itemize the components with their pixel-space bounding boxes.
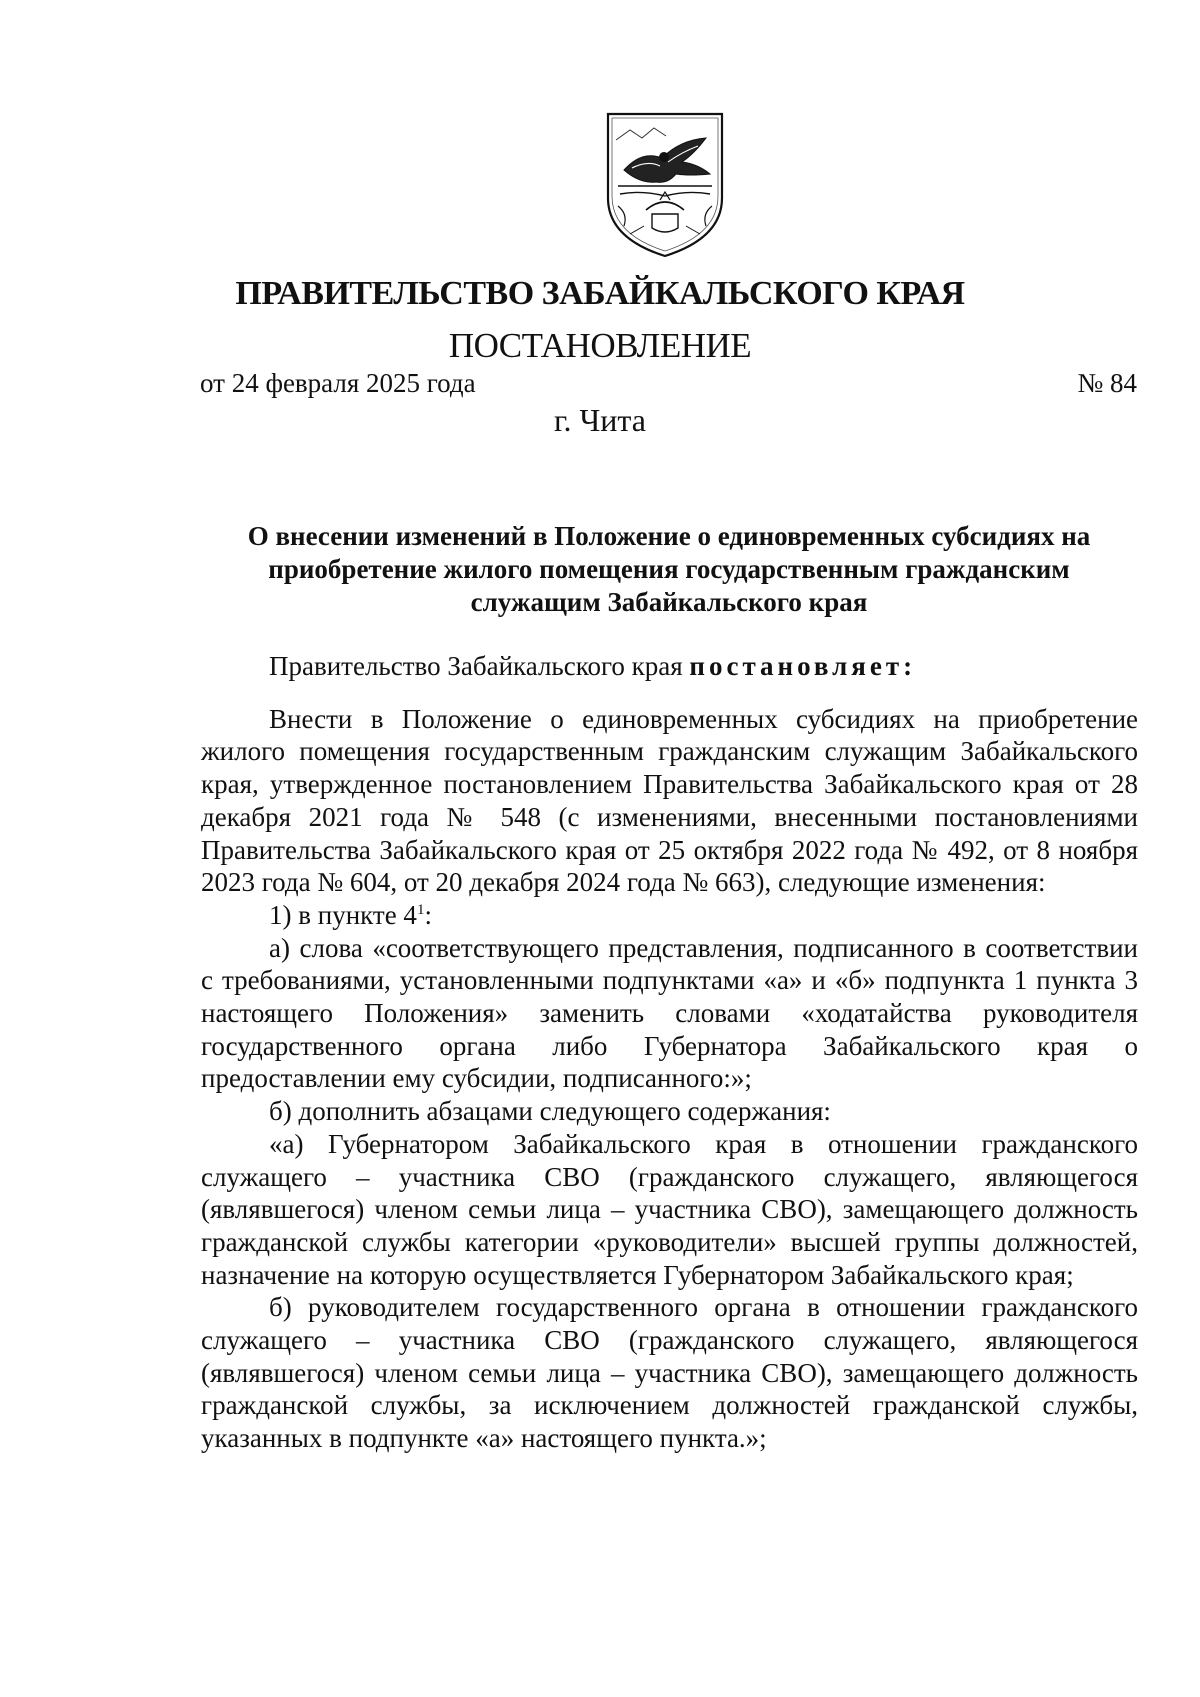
main-paragraph: Внести в Положение о единовременных субсидиях на приобретение жилого помещения государственным гражданским служащим Забайкальского края, утвержденное постановлением Правительства Забайкальского края от 28 декабря 2021 года № 548 (с изменениями, внесенными постановлениями Правительства Забайкальского края от 25 октября 2022 года № 492, от 8 ноября 2023 года № 604, от 20 декабря 2024 года № 663), следующие изменения: xyxy=(201,703,1138,898)
subject-line: приобретение жилого помещения государственным гражданским xyxy=(268,554,1070,584)
preamble-keyword: постановляет: xyxy=(689,651,917,681)
subject-line: служащим Забайкальского края xyxy=(470,587,868,617)
item-1-paragraph xyxy=(201,899,1138,932)
document-type: ПОСТАНОВЛЕНИЕ xyxy=(448,326,752,365)
item-1-superscript: 1 xyxy=(416,901,425,918)
quote-a-paragraph: «а) Губернатором Забайкальского края в отношении гражданского служащего – участника СВО (гражданского служащего, являющегося (являвшегося) членом семьи лица – участника СВО), замещающего должность гражданской службы категории «руководители» высшей группы должностей, назначение на которую осуществляется Губернатором Забайкальского края; xyxy=(201,1128,1138,1290)
coat-of-arms-icon xyxy=(602,110,728,260)
item-1-colon: : xyxy=(424,899,432,930)
document-number: № 84 xyxy=(1077,368,1137,398)
quote-b-paragraph: б) руководителем государственного органа в отношении гражданского служащего – участника СВО (гражданского служащего, являющегося (являвшегося) членом семьи лица – участника СВО), замещающего должность гражданской службы, за исключением должностей гражданской службы, указанных в подпункте «а» настоящего пункта.»; xyxy=(201,1292,1138,1454)
preamble-text: Правительство Забайкальского края xyxy=(269,651,690,681)
document-body xyxy=(201,650,1138,1455)
preamble-paragraph xyxy=(201,650,1138,683)
subject-line: О внесении изменений в Положение о единовременных субсидиях на xyxy=(247,521,1091,551)
document-date: от 24 февраля 2025 года xyxy=(200,368,476,398)
item-a-paragraph: а) слова «соответствующего представления, подписанного в соответствии с требованиями, установленными подпунктами «а» и «б» подпункта 1 пункта 3 настоящего Положения» заменить словами «ходатайства руководителя государственного органа либо Губернатора Забайкальского края о предоставлении ему субсидии, подписанного:»; xyxy=(201,932,1138,1094)
document-subject xyxy=(200,520,1138,619)
item-b-paragraph: б) дополнить абзацами следующего содержания: xyxy=(269,1096,831,1127)
item-1-text: 1) в пункте 4 xyxy=(269,899,417,930)
document-city: г. Чита xyxy=(553,402,646,438)
government-title: ПРАВИТЕЛЬСТВО ЗАБАЙКАЛЬСКОГО КРАЯ xyxy=(235,275,965,312)
